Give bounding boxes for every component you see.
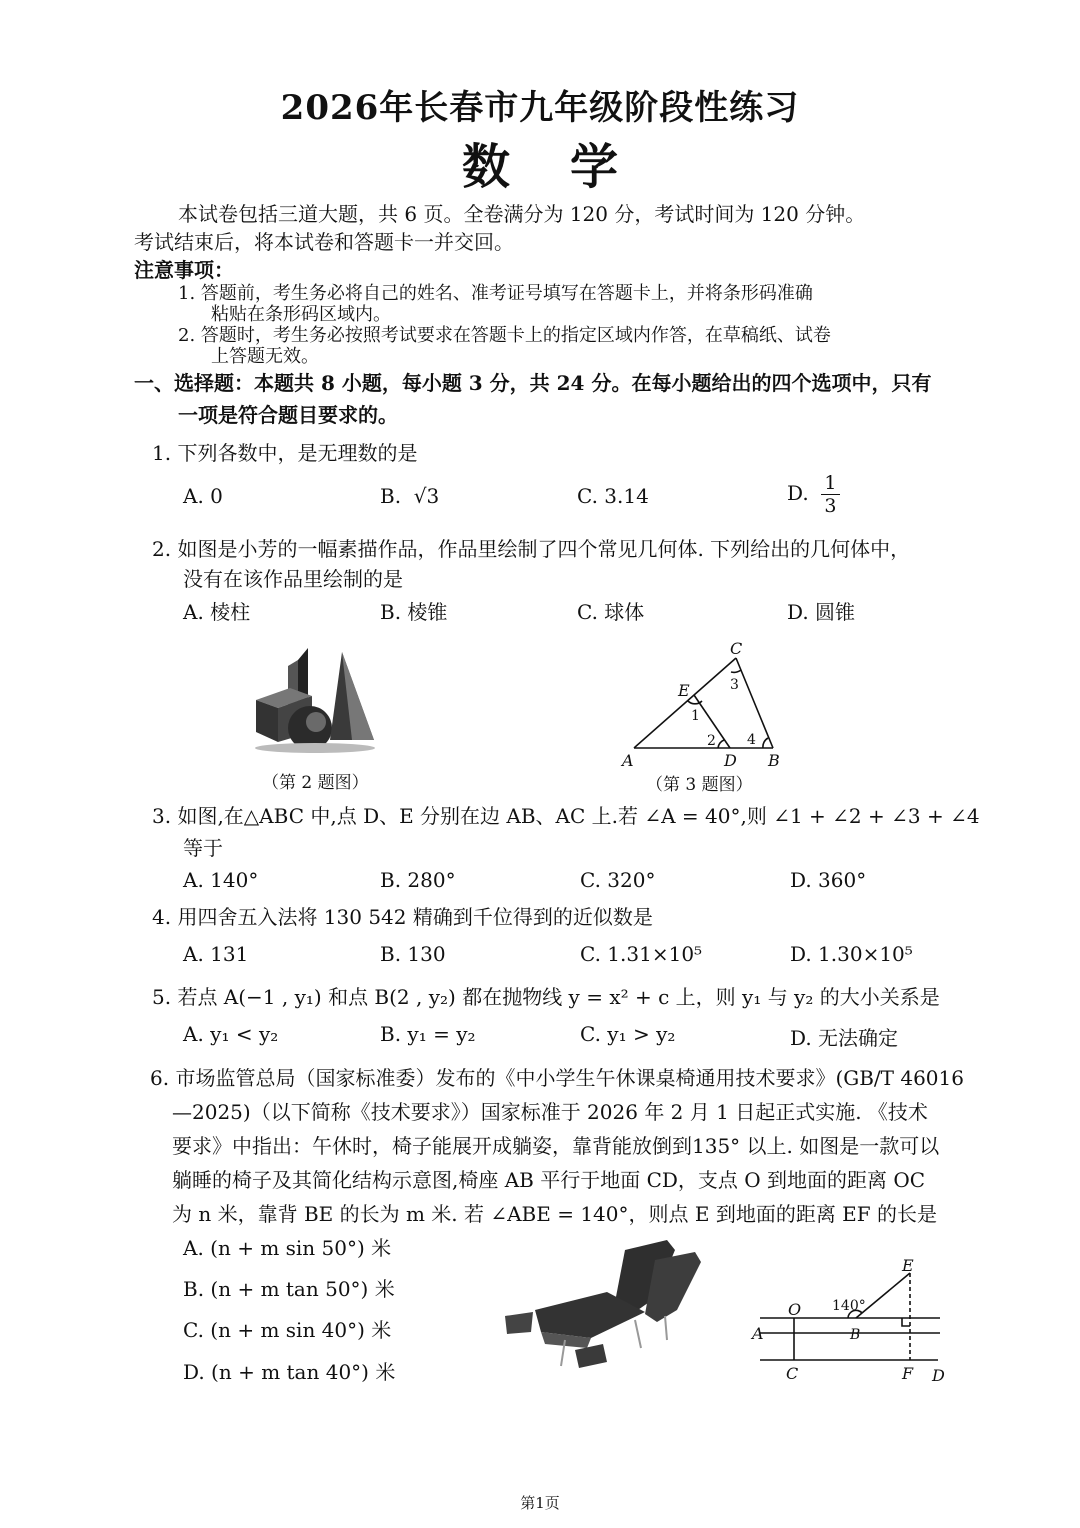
q1-option-b-label: B.: [380, 484, 402, 508]
angle-3-arc: [731, 670, 741, 672]
angle-2-arc: [718, 740, 724, 748]
q1-option-b: [380, 484, 439, 508]
q5-option-b: B. y₁ = y₂: [380, 1022, 476, 1046]
q3-option-c: C. 320°: [580, 868, 656, 892]
q1-option-c: C. 3.14: [577, 484, 649, 508]
intro-line-1: 本试卷包括三道大题，共 6 页。全卷满分为 120 分，考试时间为 120 分钟。: [178, 202, 866, 226]
figure-3-triangle: [618, 638, 788, 773]
question-2-stem-cont: 没有在该作品里绘制的是: [183, 567, 403, 591]
q6-option-c: C. (n + m sin 40°) 米: [183, 1318, 392, 1342]
label-angle-4: 4: [747, 732, 756, 748]
q2-option-a: A. 棱柱: [183, 600, 251, 624]
label-f: F: [902, 1364, 914, 1383]
notice-item-2-cont: 上答题无效。: [211, 346, 319, 367]
question-1-stem: 1. 下列各数中，是无理数的是: [152, 441, 418, 465]
figure-6-chair-photo: [495, 1240, 720, 1375]
q1-fraction: $\frac{1}{3}$: [821, 472, 839, 517]
question-6-line-2: —2025)（以下简称《技术要求》）国家标准于 2026 年 2 月 1 日起正式实施. 《技术: [172, 1100, 928, 1124]
label-angle-3: 3: [730, 677, 739, 693]
figure-2-sketch: [250, 640, 380, 755]
angle-1-arc: [688, 701, 702, 704]
question-6-line-3: 要求》中指出：午休时，椅子能展开成躺姿，靠背能放倒到135° 以上. 如图是一款可以: [172, 1134, 940, 1158]
label-e: E: [678, 681, 690, 700]
figure-6-schematic: [750, 1255, 950, 1385]
question-3-stem: 3. 如图,在△ABC 中,点 D、E 分别在边 AB、AC 上.若 ∠A = 40°,则 ∠1 + ∠2 + ∠3 + ∠4: [152, 804, 980, 828]
notice-item-1: 1. 答题前，考生务必将自己的姓名、准考证号填写在答题卡上，并将条形码准确: [178, 283, 813, 304]
label-d: D: [932, 1366, 945, 1385]
figure-2-caption: （第 2 题图）: [262, 773, 369, 793]
q1-option-b-value: √3: [413, 484, 440, 508]
angle-4-arc: [763, 738, 768, 748]
label-a: A: [752, 1324, 764, 1343]
section-1-header: 一、选择题：本题共 8 小题，每小题 3 分，共 24 分。在每小题给出的四个选项中，只有: [134, 371, 932, 395]
q1-option-d: [787, 472, 840, 517]
label-b: B: [768, 751, 780, 770]
q4-option-b: B. 130: [380, 942, 446, 966]
question-2-stem: 2. 如图是小芳的一幅素描作品，作品里绘制了四个常见几何体. 下列给出的几何体中，: [152, 537, 911, 561]
q1-option-a: A. 0: [183, 484, 223, 508]
q6-option-d: D. (n + m tan 40°) 米: [183, 1360, 396, 1384]
q3-option-b: B. 280°: [380, 868, 456, 892]
notice-item-1-cont: 粘贴在条形码区域内。: [211, 304, 391, 325]
label-angle-2: 2: [707, 733, 716, 749]
q2-option-c: C. 球体: [577, 600, 645, 624]
label-o: O: [788, 1300, 802, 1319]
label-e: E: [902, 1256, 914, 1275]
question-6-line-4: 躺睡的椅子及其简化结构示意图,椅座 AB 平行于地面 CD，支点 O 到地面的距离 OC: [172, 1168, 926, 1192]
q2-option-b: B. 棱锥: [380, 600, 448, 624]
q4-option-d: D. 1.30×10⁵: [790, 942, 913, 966]
label-angle-1: 1: [691, 708, 700, 724]
question-6-line-5: 为 n 米，靠背 BE 的长为 m 米. 若 ∠ABE = 140°，则点 E 到地面的距离 EF 的长是: [172, 1202, 938, 1226]
notice-item-2: 2. 答题时，考生务必按照考试要求在答题卡上的指定区域内作答，在草稿纸、试卷: [178, 325, 831, 346]
label-140-degrees: 140°: [832, 1298, 866, 1314]
q5-option-a: A. y₁ < y₂: [183, 1022, 279, 1046]
subject-title: 数学: [461, 139, 678, 195]
label-a: A: [622, 751, 634, 770]
label-b: B: [850, 1327, 861, 1343]
label-d: D: [724, 751, 737, 770]
q4-option-c: C. 1.31×10⁵: [580, 942, 703, 966]
q6-option-b: B. (n + m tan 50°) 米: [183, 1277, 395, 1301]
figure-3-caption: （第 3 题图）: [646, 775, 753, 795]
label-c: C: [730, 639, 743, 658]
exam-title: 2026年长春市九年级阶段性练习: [280, 88, 800, 128]
q6-option-a: A. (n + m sin 50°) 米: [183, 1236, 392, 1260]
section-1-header-cont: 一项是符合题目要求的。: [178, 403, 398, 427]
q3-option-a: A. 140°: [183, 868, 259, 892]
label-c: C: [786, 1364, 799, 1383]
notice-title: 注意事项：: [134, 258, 234, 282]
right-angle-mark: [902, 1318, 910, 1326]
question-6-line-1: 6. 市场监管总局（国家标准委）发布的《中小学生午休课桌椅通用技术要求》(GB/T 46016: [150, 1066, 964, 1090]
q2-option-d: D. 圆锥: [787, 600, 856, 624]
question-3-stem-cont: 等于: [183, 836, 223, 860]
q5-option-d: D. 无法确定: [790, 1026, 899, 1050]
question-4-stem: 4. 用四舍五入法将 130 542 精确到千位得到的近似数是: [152, 905, 653, 929]
page-number: 第1页: [520, 1494, 560, 1512]
q3-option-d: D. 360°: [790, 868, 867, 892]
q1-option-d-label: D.: [787, 481, 809, 505]
intro-line-2: 考试结束后，将本试卷和答题卡一并交回。: [134, 230, 514, 254]
question-5-stem: 5. 若点 A(−1 , y₁) 和点 B(2 , y₂) 都在抛物线 y = x² + c 上，则 y₁ 与 y₂ 的大小关系是: [152, 985, 940, 1009]
q4-option-a: A. 131: [183, 942, 249, 966]
q5-option-c: C. y₁ > y₂: [580, 1022, 676, 1046]
